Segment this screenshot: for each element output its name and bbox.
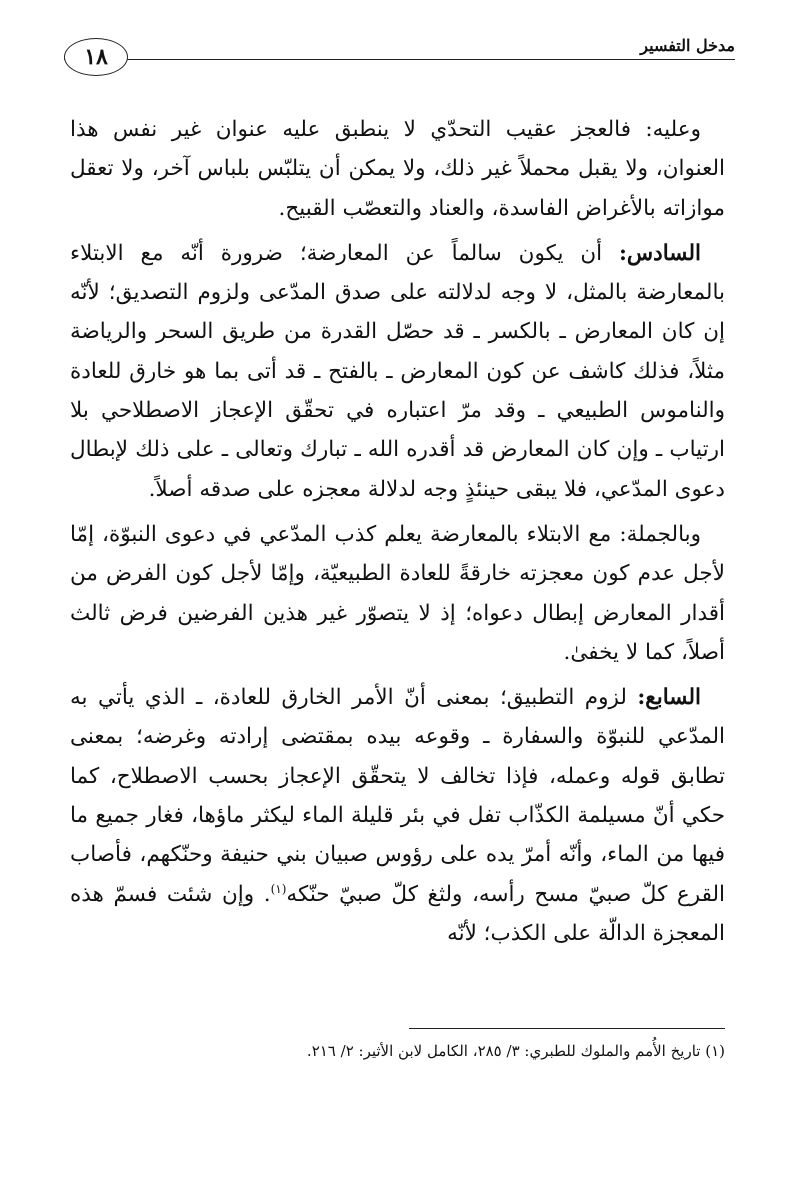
page-number: ١٨	[84, 44, 108, 70]
paragraph-4-lead: السابع:	[637, 685, 701, 711]
paragraph-2-lead: السادس:	[618, 240, 701, 266]
page-number-badge	[64, 38, 128, 76]
footnote-reference[interactable]: (١)	[270, 881, 287, 896]
paragraph-2	[70, 234, 725, 509]
paragraph-2-text: أن يكون سالماً عن المعارضة؛ ضرورة أنّه مع الابتلاء بالمعارضة بالمثل، لا وجه لدلالته على صدق المدّعى ولزوم التصديق؛ لأنّه إن كان المعارض ـ بالكسر ـ قد حصّل القدرة من طريق السحر والرياضة مثلاً، فذلك كاشف عن كون المعارض ـ بالفتح ـ قد أتى بما هو خارق للعادة والناموس الطبيعي ـ وقد مرّ اعتباره في تحقّق الإعجاز الاصطلاحي بلا ارتياب ـ وإن كان المعارض قد أقدره الله ـ تبارك وتعالى ـ على ذلك لإبطال دعوى المدّعي، فلا يبقى حينئذٍ وجه لدلالة معجزه على صدقه أصلاً.	[70, 240, 725, 502]
page-header	[64, 30, 735, 70]
paragraph-4-text: لزوم التطبيق؛ بمعنى أنّ الأمر الخارق للعادة، ـ الذي يأتي به المدّعي للنبوّة والسفارة ـ وقوعه بيده بمقتضى إرادته وغرضه؛ بمعنى تطابق قوله وعمله، فإذا تخالف لا يتحقّق الإعجاز بحسب الاصطلاح، كما حكي أنّ مسيلمة الكذّاب تفل في بئر قليلة الماء ليكثر ماؤها، فغار جميع ما فيها من الماء، وأنّه أمرّ يده على رؤوس صبيان بني حنيفة وحنّكهم، فأصاب القرع كلّ صبيّ مسح رأسه، ولثغ كلّ صبيّ حنّكه	[70, 685, 725, 907]
paragraph-3-text: وبالجملة: مع الابتلاء بالمعارضة يعلم كذب المدّعي في دعوى النبوّة، إمّا لأجل عدم كون معجزته خارقةً للعادة الطبيعيّة، وإمّا لأجل كون الفرض من أقدار المعارض إبطال دعواه؛ إذ لا يتصوّر غير هذين الفرضين فرض ثالث أصلاً، كما لا يخفىٰ.	[70, 521, 725, 665]
paragraph-4	[70, 678, 725, 953]
paragraph-4-text-after: . وإن شئت فسمّ هذه المعجزة الدالّة على الكذب؛ لأنّه	[70, 881, 725, 946]
footnote: (١) تاريخ الأُمم والملوك للطبري: ٣/ ٢٨٥، الكامل لابن الأثير: ٢/ ٢١٦.	[306, 1042, 725, 1060]
running-title: مدخل التفسير	[634, 36, 735, 55]
paragraph-3	[70, 515, 725, 672]
body-text	[70, 110, 725, 953]
paragraph-1	[70, 110, 725, 228]
header-rule	[64, 59, 735, 60]
paragraph-1-text: وعليه: فالعجز عقيب التحدّي لا ينطبق عليه عنوان غير نفس هذا العنوان، ولا يقبل محملاً غير ذلك، ولا يمكن أن يتلبّس بلباس آخر، ولا تعقل موازاته بالأغراض الفاسدة، والعناد والتعصّب القبيح.	[70, 117, 725, 221]
footnote-rule	[409, 1028, 725, 1029]
